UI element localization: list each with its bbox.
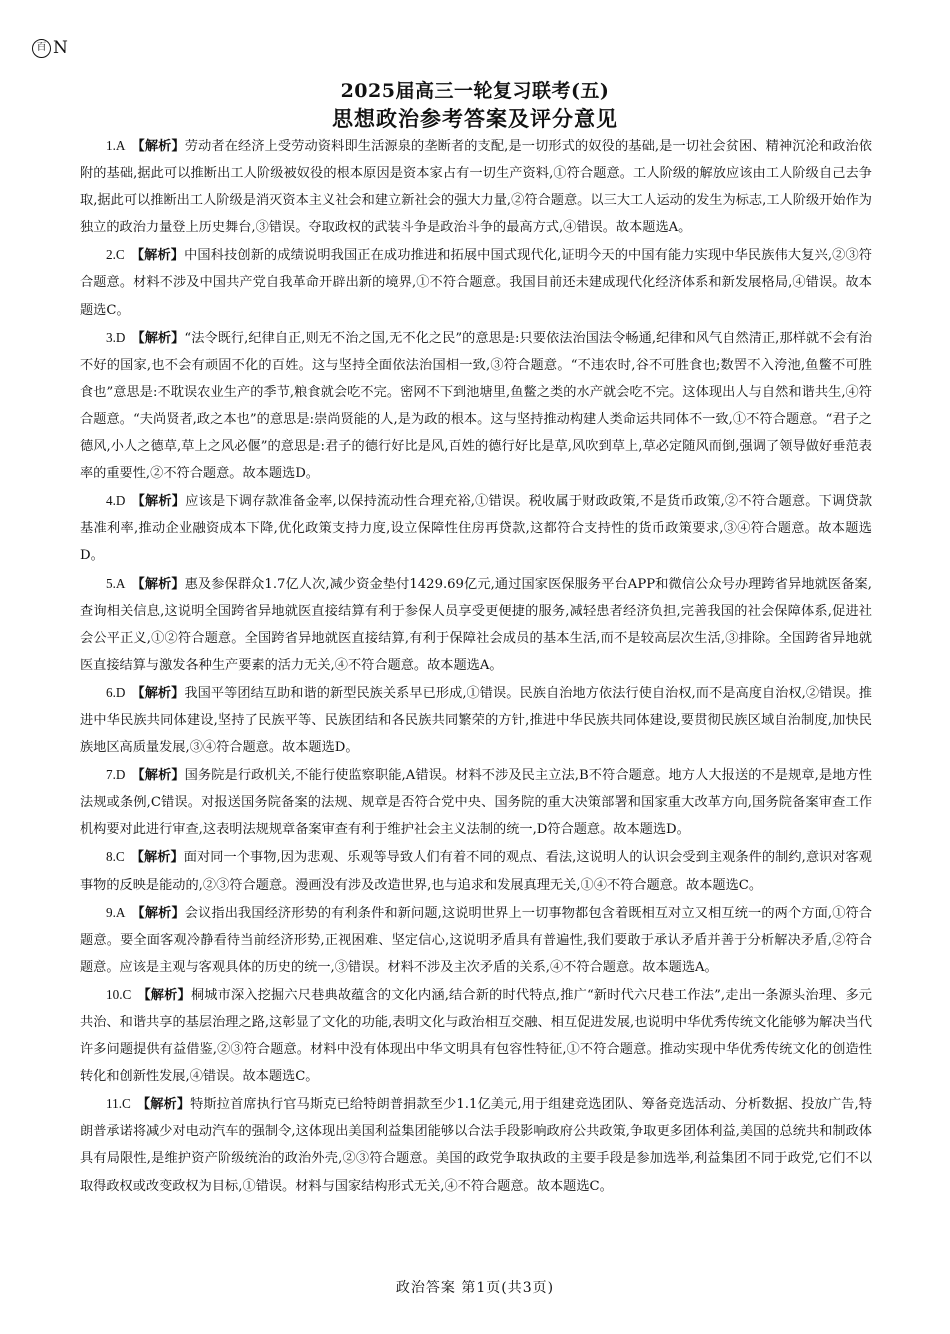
answer-number: 11.C	[106, 1096, 131, 1112]
exam-title: 2025届高三一轮复习联考(五)	[340, 80, 610, 102]
answer-text: 国务院是行政机关,不能行使监察职能,A错误。材料不涉及民主立法,B不符合题意。地方人大报送的不是规章,是地方性法规或条例,C错误。对报送国务院备案的法规、规章是否符合党中央、国务院的重大决策部署和国家重大改革方向,国务院备案审查工作机构要对此进行审查,这表明法规规章备案审查有利于维护社会主义法制的统一,D符合题意。故本题选D。	[80, 768, 873, 838]
answer-number: 8.C	[106, 849, 125, 865]
answer-text: 中国科技创新的成绩说明我国正在成功推进和拓展中国式现代化,证明今天的中国有能力实现中华民族伟大复兴,②③符合题意。材料不涉及中国共产党自我革命开辟出新的境界,①不符合题意。我国目前还未建成现代化经济体系和新发展格局,④错误。故本题选C。	[80, 248, 872, 318]
analysis-tag: 【解析】	[131, 905, 185, 921]
corner-letter: N	[53, 38, 68, 58]
answer-item-3	[80, 324, 872, 488]
analysis-tag: 【解析】	[130, 850, 184, 866]
answer-list	[80, 132, 872, 1200]
answer-text: 劳动者在经济上受劳动资料即生活源泉的垄断者的支配,是一切形式的奴役的基础,是一切社会贫困、精神沉沦和政治依附的基础,据此可以推断出工人阶级被奴役的根本原因是资本家占有一切生产资料,①符合题意。工人阶级的解放应该由工人阶级自己去争取,据此可以推断出工人阶级是消灭资本主义社会和建立新社会的强大力量,②符合题意。以三大工人运动的发生为标志,工人阶级开始作为独立的政治力量登上历史舞台,③错误。夺取政权的武装斗争是政治斗争的最高方式,④错误。故本题选A。	[80, 139, 872, 236]
answer-item-6	[80, 679, 872, 761]
answer-item-5	[80, 570, 872, 679]
answer-number: 9.A	[106, 904, 126, 920]
answer-text: 惠及参保群众1.7亿人次,减少资金垫付1429.69亿元,通过国家医保服务平台APP和微信公众号办理跨省异地就医备案,查询相关信息,这说明全国跨省异地就医直接结算有利于参保人员享受更便捷的服务,减轻患者经济负担,完善我国的社会保障体系,促进社会公平正义,①②符合题意。全国跨省异地就医直接结算,有利于保障社会成员的基本生活,而不是较高层次生活,③排除。全国跨省异地就医直接结算与激发各种生产要素的活力无关,④不符合题意。故本题选A。	[80, 576, 872, 673]
answer-text: 面对同一个事物,因为悲观、乐观等导致人们有着不同的观点、看法,这说明人的认识会受到主观条件的制约,意识对客观事物的反映是能动的,②③符合题意。漫画没有涉及改造世界,也与追求和发展真理无关,①④不符合题意。故本题选C。	[80, 850, 872, 893]
analysis-tag: 【解析】	[131, 330, 185, 346]
answer-text: 特斯拉首席执行官马斯克已给特朗普捐款至少1.1亿美元,用于组建竞选团队、筹备竞选活动、分析数据、投放广告,特朗普承诺将减少对电动汽车的强制令,这体现出美国利益集团能够以合法手段影响政府公共政策,争取更多团体利益,美国的总统共和制政体具有局限性,是维护资产阶级统治的政治外壳,②③符合题意。美国的政党争取执政的主要手段是参加选举,利益集团不同于政党,它们不以取得政权或改变政权为目标,①错误。材料与国家结构形式无关,④不符合题意。故本题选C。	[80, 1097, 873, 1194]
analysis-tag: 【解析】	[136, 1097, 191, 1113]
doc-subtitle: 思想政治参考答案及评分意见	[332, 106, 618, 131]
answer-item-1	[80, 132, 872, 241]
answer-item-9	[80, 899, 872, 981]
analysis-tag: 【解析】	[137, 987, 191, 1003]
answer-item-2	[80, 241, 872, 323]
answer-number: 5.A	[106, 575, 126, 591]
answer-number: 4.D	[106, 493, 126, 509]
answer-number: 7.D	[106, 767, 126, 783]
answer-number: 3.D	[106, 329, 126, 345]
answer-number: 10.C	[106, 986, 132, 1002]
answer-number: 1.A	[106, 138, 126, 153]
answer-item-7	[80, 761, 872, 843]
answer-text: 会议指出我国经济形势的有利条件和新问题,这说明世界上一切事物都包含着既相互对立又相互统一的两个方面,①符合题意。要全面客观冷静看待当前经济形势,正视困难、坚定信心,这说明矛盾具有普遍性,我们要敢于承认矛盾并善于分析解决矛盾,②符合题意。应该是主观与客观具体的历史的统一,③错误。材料不涉及主次矛盾的关系,④不符合题意。故本题选A。	[80, 905, 872, 975]
answer-text: 桐城市深入挖掘六尺巷典故蕴含的文化内涵,结合新的时代特点,推广“新时代六尺巷工作法”,走出一条源头治理、多元共治、和谐共享的基层治理之路,这彰显了文化的功能,表明文化与政治相互交融、相互促进发展,也说明中华优秀传统文化能够为解决当代许多问题提供有益借鉴,②③符合题意。材料中没有体现出中华文明具有包容性特征,①不符合题意。推动实现中华优秀传统文化的创造性转化和创新性发展,④错误。故本题选C。	[80, 987, 872, 1085]
answer-number: 2.C	[106, 247, 125, 263]
answer-item-10	[80, 981, 872, 1090]
analysis-tag: 【解析】	[131, 576, 185, 592]
corner-mark	[32, 38, 68, 58]
answer-item-11	[80, 1090, 872, 1199]
answer-text: “法令既行,纪律自正,则无不治之国,无不化之民”的意思是:只要依法治国法令畅通,纪律和风气自然清正,那样就不会有治不好的国家,也不会有顽固不化的百姓。这与坚持全面依法治国相一致,③符合题意。“不违农时,谷不可胜食也;数罟不入洿池,鱼鳖不可胜食也”意思是:不耽误农业生产的季节,粮食就会吃不完。密网不下到池塘里,鱼鳖之类的水产就会吃不完。这体现出人与自然和谐共生,④符合题意。“夫尚贤者,政之本也”的意思是:崇尚贤能的人,是为政的根本。这与坚持推动构建人类命运共同体不一致,①不符合题意。“君子之德风,小人之德草,草上之风必偃”的意思是:君子的德行好比是风,百姓的德行好比是草,风吹到草上,草必定随风而倒,强调了领导做好垂范表率的重要性,②不符合题意。故本题选D。	[80, 330, 873, 482]
analysis-tag: 【解析】	[131, 685, 185, 701]
answer-text: 应该是下调存款准备金率,以保持流动性合理充裕,①错误。税收属于财政政策,不是货币政策,②不符合题意。下调贷款基准利率,推动企业融资成本下降,优化政策支持力度,设立保障性住房再贷款,这都符合支持性的货币政策要求,③④符合题意。故本题选D。	[80, 494, 873, 564]
analysis-tag: 【解析】	[130, 248, 185, 264]
answer-number: 6.D	[106, 684, 126, 700]
analysis-tag: 【解析】	[131, 494, 186, 510]
analysis-tag: 【解析】	[131, 768, 185, 784]
answer-text: 我国平等团结互助和谐的新型民族关系早已形成,①错误。民族自治地方依法行使自治权,而不是高度自治权,②错误。推进中华民族共同体建设,坚持了民族平等、民族团结和各民族共同繁荣的方针,推进中华民族共同体建设,要贯彻民族区域自治制度,加快民族地区高质量发展,③④符合题意。故本题选D。	[80, 685, 872, 756]
circled-char-icon: 百	[32, 39, 51, 58]
analysis-tag: 【解析】	[131, 139, 185, 154]
answer-item-8	[80, 843, 872, 898]
answer-item-4	[80, 487, 872, 569]
page-footer: 政治答案 第1页(共3页)	[395, 1280, 555, 1296]
